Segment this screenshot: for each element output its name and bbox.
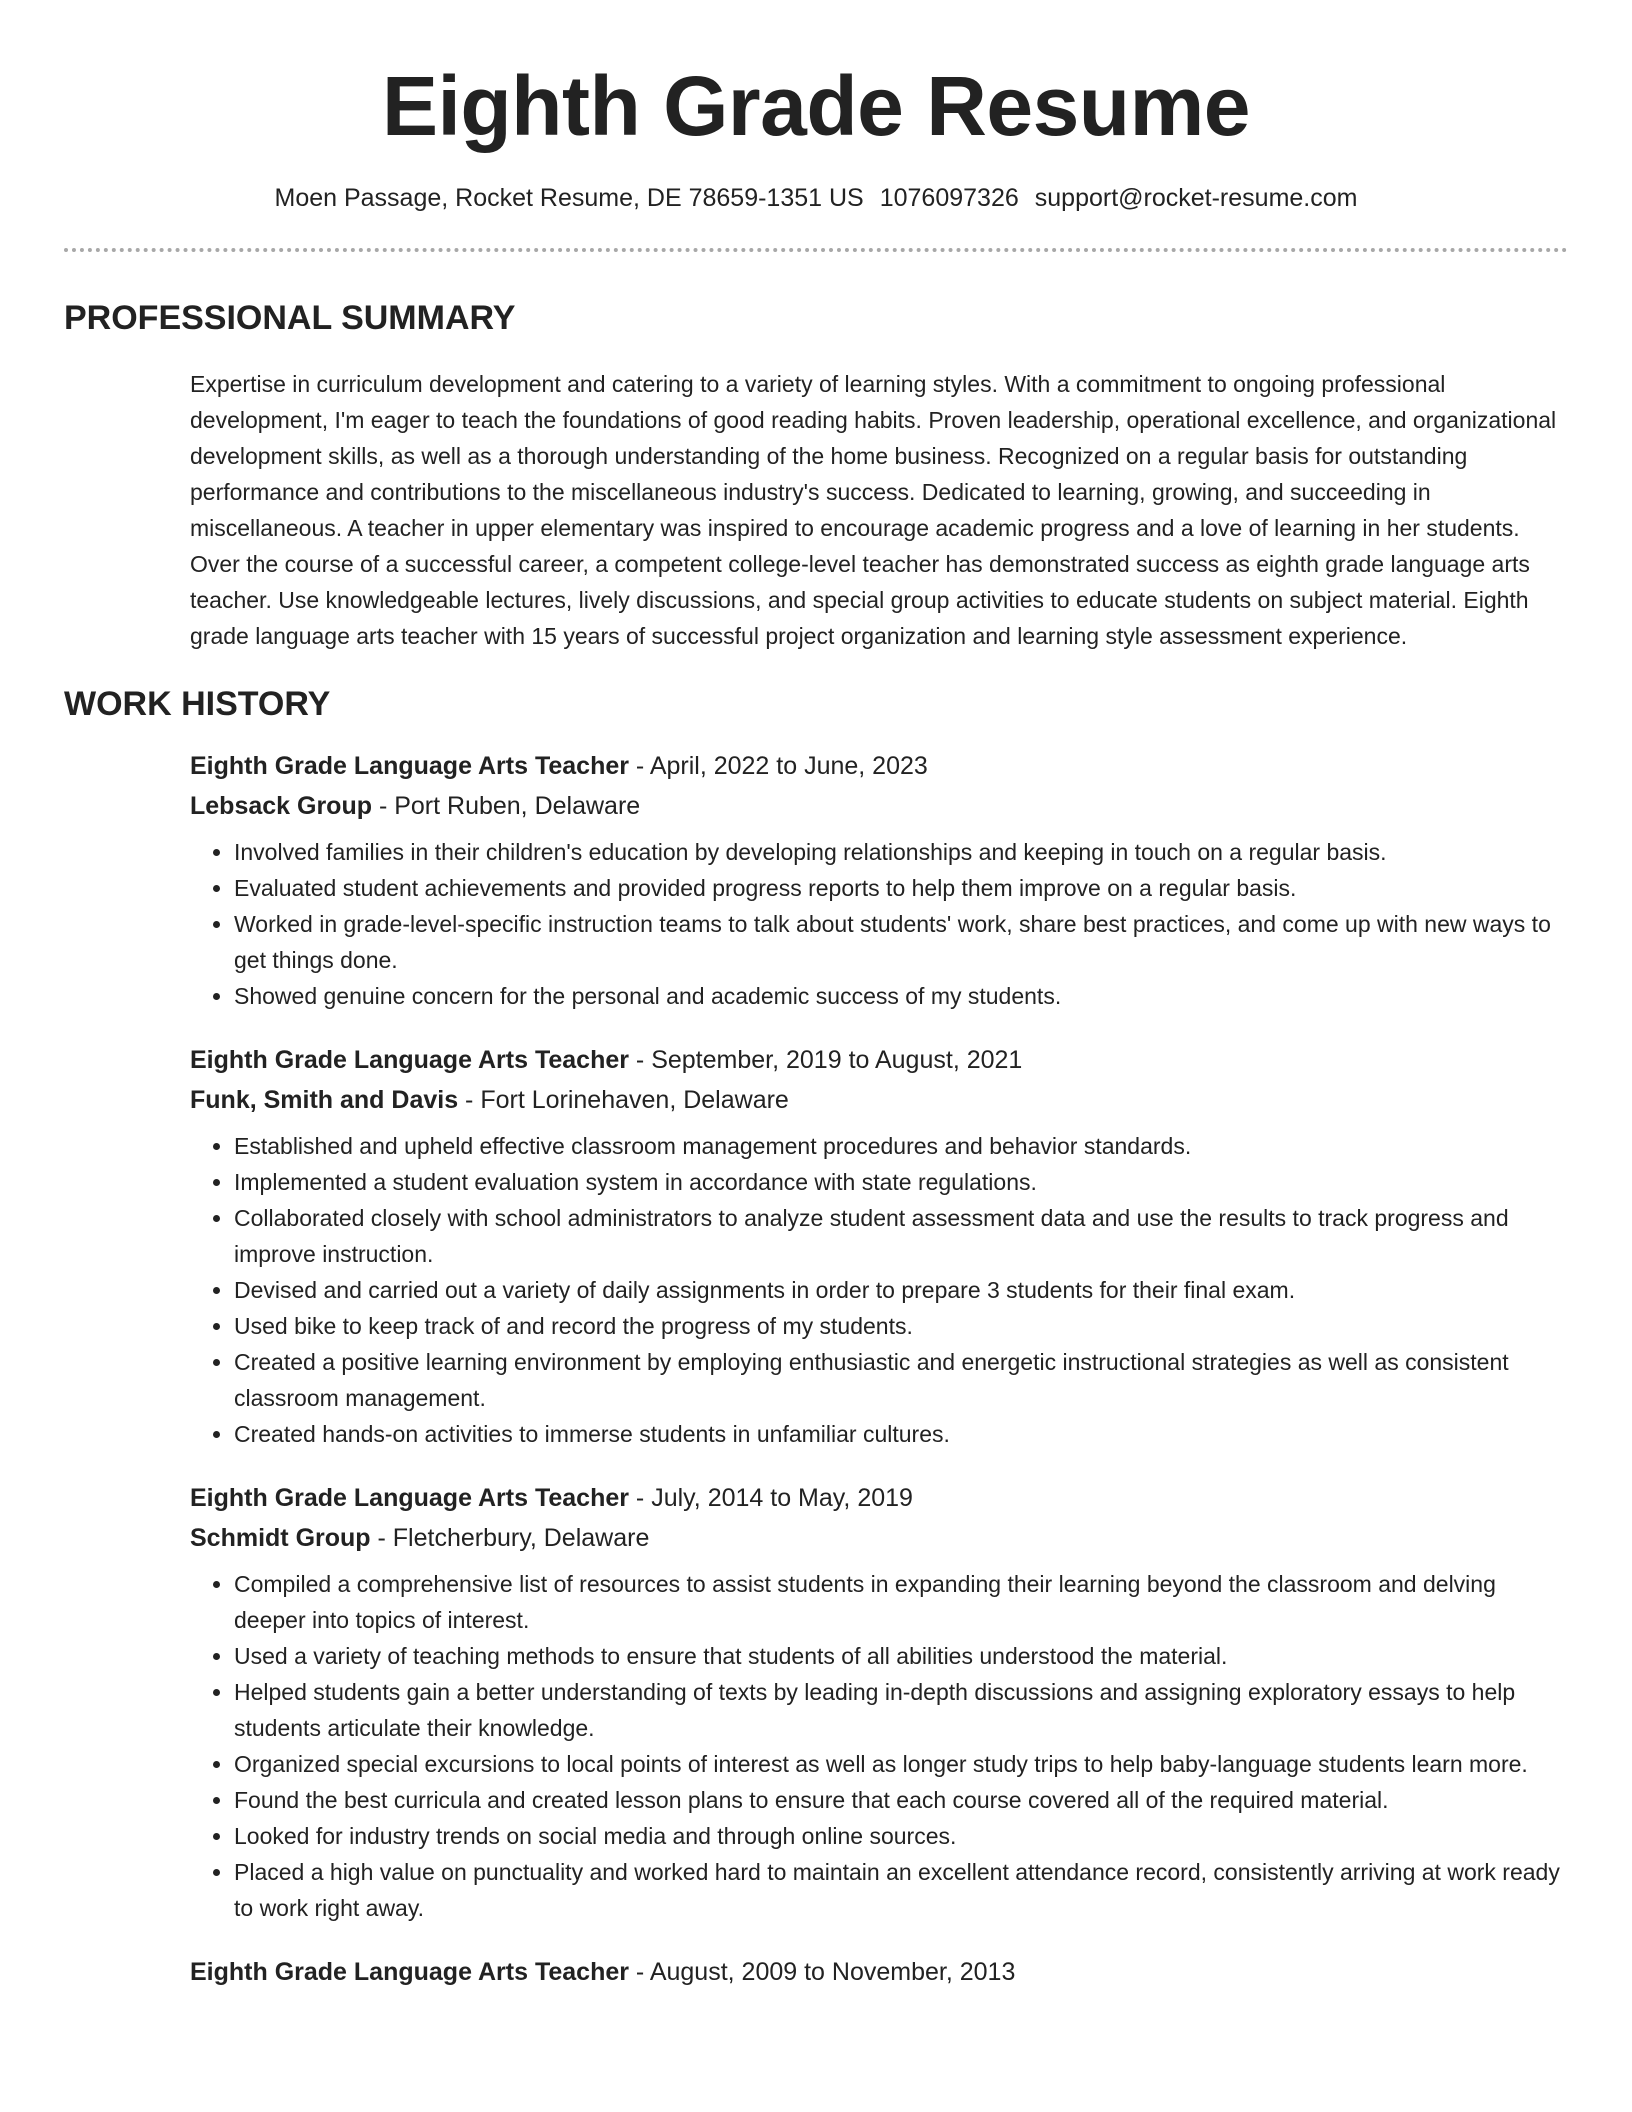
job-bullet: • Implemented a student evaluation system in accordance with state regulations. <box>234 1164 1568 1200</box>
job-location: - Fletcherbury, Delaware <box>370 1524 650 1552</box>
job-bullets <box>190 1128 1568 1452</box>
job-company-line <box>190 786 1568 826</box>
job-location: - Fort Lorinehaven, Delaware <box>458 1086 789 1114</box>
job-dates: - April, 2022 to June, 2023 <box>628 752 928 780</box>
section-title-summary: PROFESSIONAL SUMMARY <box>64 299 516 337</box>
job-bullet: • Compiled a comprehensive list of resources to assist students in expanding their learning beyond the classroom and delving deeper into topics of interest. <box>234 1566 1568 1638</box>
job-bullet: • Devised and carried out a variety of daily assignments in order to prepare 3 students for their final exam. <box>234 1272 1568 1308</box>
job-bullet: • Created a positive learning environment by employing enthusiastic and energetic instructional strategies as well as consistent classroom management. <box>234 1344 1568 1416</box>
job-bullet: • Used a variety of teaching methods to ensure that students of all abilities understood the material. <box>234 1638 1568 1674</box>
job-bullets <box>190 1566 1568 1926</box>
job-bullet: • Involved families in their children's education by developing relationships and keeping in touch on a regular basis. <box>234 834 1568 870</box>
job-company: Lebsack Group <box>190 792 372 820</box>
job-bullets <box>190 834 1568 1014</box>
job-role: Eighth Grade Language Arts Teacher <box>190 752 629 780</box>
job-role: Eighth Grade Language Arts Teacher <box>190 1484 629 1512</box>
job-bullet: • Used bike to keep track of and record the progress of my students. <box>234 1308 1568 1344</box>
job-location: - Port Ruben, Delaware <box>372 792 641 820</box>
job-role: Eighth Grade Language Arts Teacher <box>190 1046 629 1074</box>
resume-page <box>64 0 1568 1992</box>
job-company-line <box>190 1080 1568 1120</box>
job-bullet: • Placed a high value on punctuality and worked hard to maintain an excellent attendance record, consistently arriving at work ready to work right away. <box>234 1854 1568 1926</box>
header-divider <box>64 248 1568 252</box>
job-bullet: • Evaluated student achievements and provided progress reports to help them improve on a regular basis. <box>234 870 1568 906</box>
job-company: Funk, Smith and Davis <box>190 1086 459 1114</box>
contact-info <box>64 182 1568 214</box>
resume-name: Eighth Grade Resume <box>381 59 1251 153</box>
job-dates: - August, 2009 to November, 2013 <box>628 1958 1016 1986</box>
job-bullet: • Looked for industry trends on social media and through online sources. <box>234 1818 1568 1854</box>
job-entry <box>190 1040 1568 1452</box>
job-title-line <box>190 746 1568 786</box>
job-company-line <box>190 1518 1568 1558</box>
job-bullet: • Collaborated closely with school administrators to analyze student assessment data and use the results to track progress and improve instruction. <box>234 1200 1568 1272</box>
job-bullet: • Found the best curricula and created lesson plans to ensure that each course covered all of the required material. <box>234 1782 1568 1818</box>
job-role: Eighth Grade Language Arts Teacher <box>190 1958 629 1986</box>
contact-address: Moen Passage, Rocket Resume, DE 78659-1351 US <box>274 184 864 212</box>
contact-email: support@rocket-resume.com <box>1034 184 1358 212</box>
job-entry <box>190 1952 1568 1992</box>
job-bullet: • Established and upheld effective classroom management procedures and behavior standards. <box>234 1128 1568 1164</box>
job-bullet: • Helped students gain a better understanding of texts by leading in-depth discussions and assigning exploratory essays to help students articulate their knowledge. <box>234 1674 1568 1746</box>
job-entry <box>190 1478 1568 1926</box>
job-entry <box>190 746 1568 1014</box>
job-title-line <box>190 1040 1568 1080</box>
job-bullet: • Created hands-on activities to immerse students in unfamiliar cultures. <box>234 1416 1568 1452</box>
contact-phone: 1076097326 <box>879 184 1019 212</box>
job-bullet: • Organized special excursions to local points of interest as well as longer study trips to help baby-language students learn more. <box>234 1746 1568 1782</box>
job-dates: - September, 2019 to August, 2021 <box>628 1046 1023 1074</box>
job-company: Schmidt Group <box>190 1524 371 1552</box>
section-title-work-history: WORK HISTORY <box>64 685 331 723</box>
job-bullet: • Worked in grade-level-specific instruction teams to talk about students' work, share best practices, and come up with new ways to get things done. <box>234 906 1568 978</box>
job-title-line <box>190 1478 1568 1518</box>
job-title-line <box>190 1952 1568 1992</box>
job-dates: - July, 2014 to May, 2019 <box>628 1484 913 1512</box>
summary-text: Expertise in curriculum development and catering to a variety of learning styles. With a commitment to ongoing professional development, I'm eager to teach the foundations of good reading habits. Proven leadership, operational excellence, and organizational development skills, as well as a thorough understanding of the home business. Recognized on a regular basis for outstanding performance and contributions to the miscellaneous industry's success. Dedicated to learning, growing, and succeeding in miscellaneous. A teacher in upper elementary was inspired to encourage academic progress and a love of learning in her students. Over the course of a successful career, a competent college-level teacher has demonstrated success as eighth grade language arts teacher. Use knowledgeable lectures, lively discussions, and special group activities to educate students on subject material. Eighth grade language arts teacher with 15 years of successful project organization and learning style assessment experience. <box>190 371 1557 649</box>
job-bullet: • Showed genuine concern for the personal and academic success of my students. <box>234 978 1568 1014</box>
